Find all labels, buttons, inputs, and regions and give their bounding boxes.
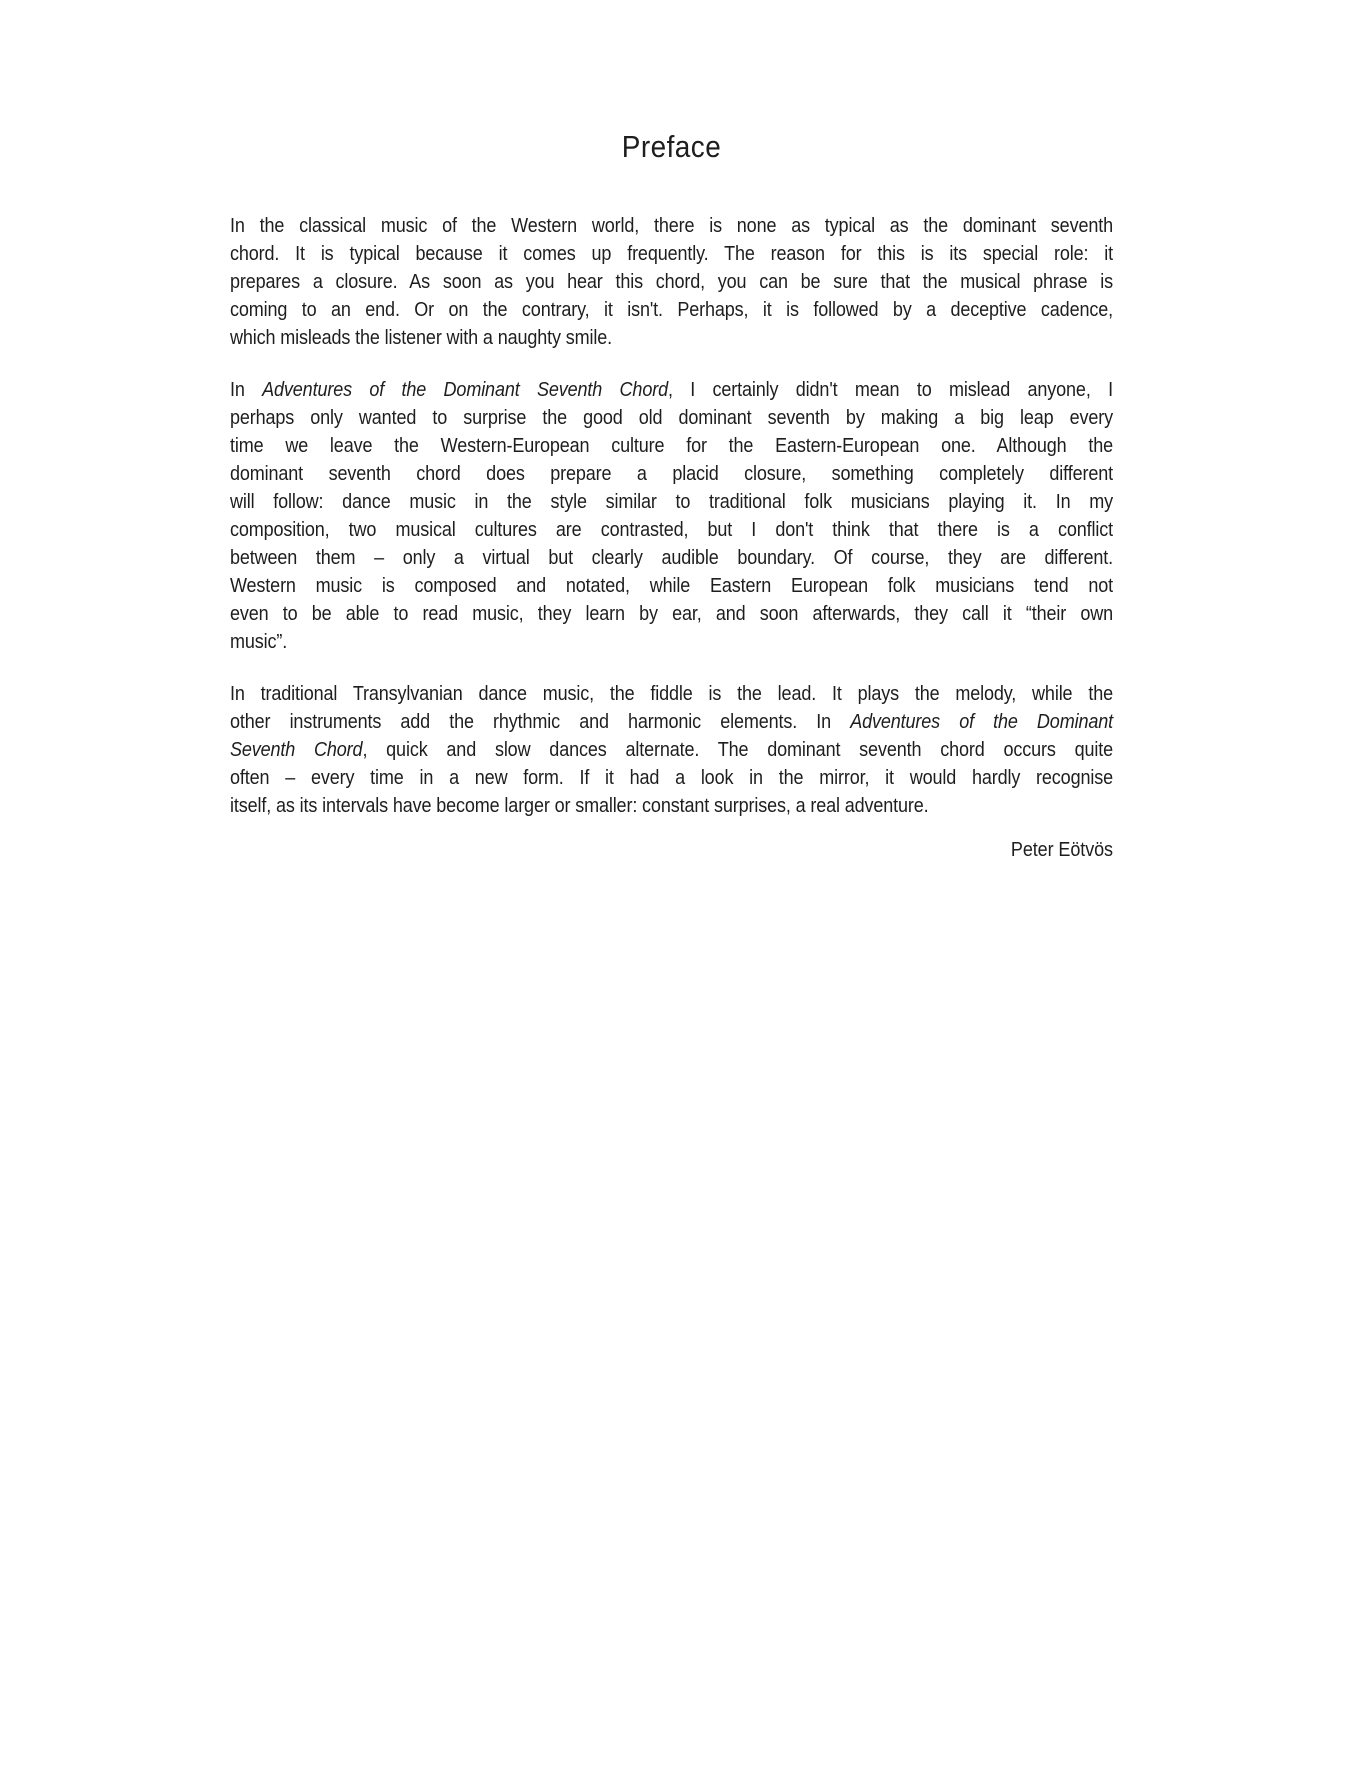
text-column: [230, 0, 1113, 864]
text-segment: perhaps only wanted to surprise the good old dominant seventh by making a big leap every: [230, 407, 1113, 429]
paragraph: [230, 376, 1113, 656]
text-line: [230, 708, 1113, 736]
author-signature: Peter Eötvös: [1010, 839, 1113, 861]
text-line: [230, 296, 1113, 324]
text-line: [230, 432, 1113, 460]
text-line: [230, 600, 1113, 628]
italic-text-segment: Seventh Chord: [230, 739, 363, 761]
paragraph: [230, 680, 1113, 820]
text-segment: music”.: [230, 631, 288, 653]
text-line: [230, 240, 1113, 268]
text-segment: dominant seventh chord does prepare a placid closure, something completely different: [230, 463, 1113, 485]
text-segment: itself, as its intervals have become larger or smaller: constant surprises, a real adventure.: [230, 795, 929, 817]
italic-text-segment: Adventures of the Dominant Seventh Chord: [262, 379, 668, 401]
text-line: [230, 792, 1113, 820]
text-line: [230, 404, 1113, 432]
text-segment: time we leave the Western-European culture for the Eastern-European one. Although the: [230, 435, 1113, 457]
text-segment: will follow: dance music in the style similar to traditional folk musicians playing it. In my: [230, 491, 1113, 513]
text-segment: , I certainly didn't mean to mislead anyone, I: [667, 379, 1113, 401]
text-segment: In traditional Transylvanian dance music, the fiddle is the lead. It plays the melody, while the: [230, 683, 1113, 705]
text-line: [230, 680, 1113, 708]
text-line: [230, 736, 1113, 764]
text-line: [230, 212, 1113, 240]
text-line: [230, 460, 1113, 488]
text-segment: between them – only a virtual but clearly audible boundary. Of course, they are different.: [230, 547, 1113, 569]
text-line: [230, 764, 1113, 792]
text-segment: chord. It is typical because it comes up frequently. The reason for this is its special role: it: [230, 243, 1113, 265]
text-segment: often – every time in a new form. If it had a look in the mirror, it would hardly recognise: [230, 767, 1113, 789]
text-line: [230, 628, 1113, 656]
text-line: [230, 572, 1113, 600]
text-segment: , quick and slow dances alternate. The dominant seventh chord occurs quite: [362, 739, 1113, 761]
text-segment: which misleads the listener with a naughty smile.: [230, 327, 612, 349]
text-segment: In the classical music of the Western world, there is none as typical as the dominant seventh: [230, 215, 1113, 237]
italic-text-segment: Adventures of the Dominant: [850, 711, 1113, 733]
text-segment: prepares a closure. As soon as you hear this chord, you can be sure that the musical phrase is: [230, 271, 1113, 293]
paragraph: [230, 212, 1113, 352]
text-line: [230, 516, 1113, 544]
text-segment: Western music is composed and notated, while Eastern European folk musicians tend not: [230, 575, 1113, 597]
text-line: [230, 324, 1113, 352]
text-line: [230, 488, 1113, 516]
preface-body: [230, 212, 1113, 820]
text-line: [230, 268, 1113, 296]
text-line: [230, 544, 1113, 572]
page-title: Preface: [621, 129, 722, 164]
text-segment: coming to an end. Or on the contrary, it isn't. Perhaps, it is followed by a deceptive cadence,: [230, 299, 1113, 321]
text-segment: even to be able to read music, they learn by ear, and soon afterwards, they call it “their own: [230, 603, 1113, 625]
text-line: [230, 376, 1113, 404]
text-segment: composition, two musical cultures are contrasted, but I don't think that there is a conflict: [230, 519, 1113, 541]
text-segment: In: [230, 379, 263, 401]
text-segment: other instruments add the rhythmic and harmonic elements. In: [230, 711, 851, 733]
